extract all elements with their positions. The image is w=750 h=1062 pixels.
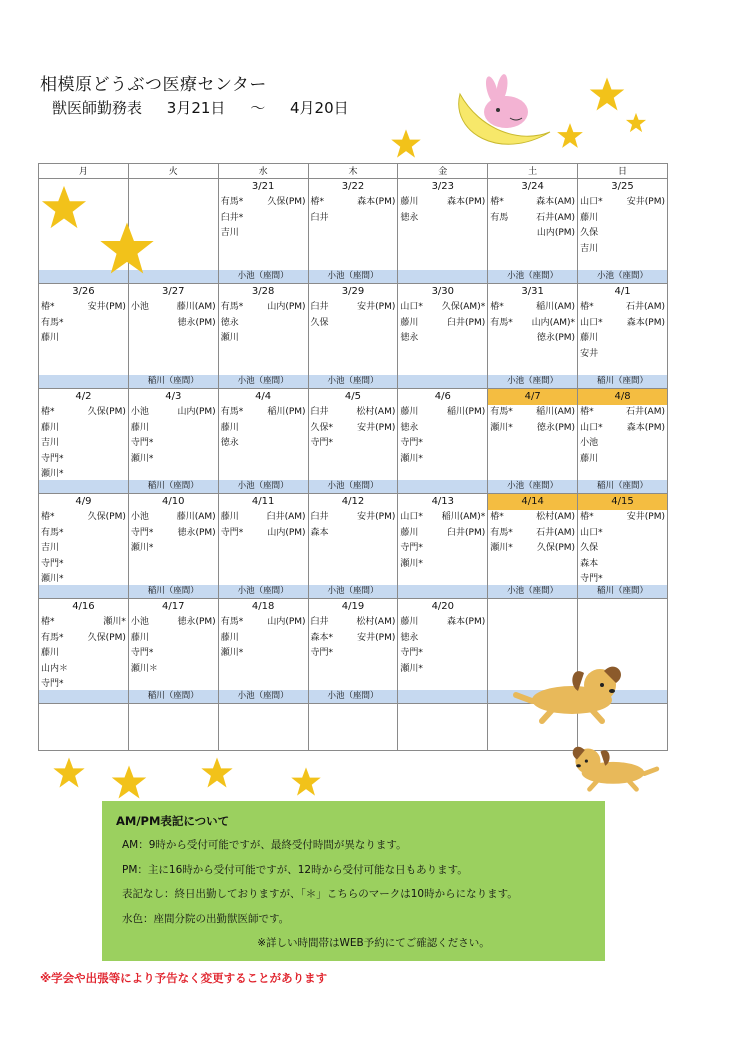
zama-branch-vet: 小池（座間） bbox=[219, 375, 308, 388]
day-cell bbox=[488, 494, 578, 599]
vet-name: 有馬* bbox=[220, 617, 244, 627]
day-date: 4/20 bbox=[431, 601, 455, 612]
day-date: 4/14 bbox=[488, 494, 577, 510]
legend-note: ※詳しい時間帯はWEB予約にてご確認ください。 bbox=[257, 937, 490, 949]
vet-name: 石井(AM) bbox=[536, 527, 576, 538]
vet-name: 石井(AM) bbox=[626, 302, 665, 312]
vet-name: 藤川 bbox=[41, 333, 60, 343]
page-title: 相模原どうぶつ医療センター bbox=[40, 75, 267, 95]
vet-name: 椿* bbox=[490, 512, 504, 522]
vet-name: 藤川 bbox=[220, 512, 239, 522]
vet-name: 臼井(PM) bbox=[447, 527, 486, 538]
legend-heading: AM/PM表記について bbox=[116, 814, 230, 828]
day-cell bbox=[398, 599, 488, 704]
vet-name: 藤川 bbox=[41, 422, 60, 433]
vet-name: 石井(AM) bbox=[536, 212, 576, 223]
day-date: 3/28 bbox=[251, 286, 275, 297]
vet-name: 小池 bbox=[580, 438, 599, 448]
weekday-header: 金 bbox=[398, 164, 488, 179]
star-icon bbox=[290, 766, 322, 797]
star-icon bbox=[556, 122, 584, 149]
weekday-header: 木 bbox=[308, 164, 398, 179]
vet-name: 藤川 bbox=[220, 632, 239, 643]
star-icon bbox=[200, 756, 234, 789]
star-icon bbox=[98, 220, 156, 276]
vet-name: 臼井(AM) bbox=[266, 512, 306, 522]
vet-name: 稲川(PM) bbox=[267, 407, 306, 417]
vet-name: 藤川 bbox=[580, 333, 599, 343]
legend-pm: PM：主に16時から受付可能ですが、12時から受付可能な日もあります。 bbox=[122, 863, 468, 876]
vet-name: 藤川 bbox=[400, 527, 419, 538]
day-date: 4/4 bbox=[255, 391, 272, 402]
vet-name: 藤川 bbox=[130, 632, 149, 643]
vet-name: 寺門* bbox=[130, 438, 154, 448]
day-date bbox=[488, 599, 577, 615]
vet-name: 寺門* bbox=[130, 527, 154, 538]
day-date: 4/9 bbox=[75, 496, 92, 507]
day-cell bbox=[308, 389, 398, 494]
zama-branch-vet: 小池（座間） bbox=[309, 480, 398, 493]
vet-name: 寺門* bbox=[400, 648, 423, 658]
day-cell bbox=[578, 389, 668, 494]
day-cell bbox=[308, 284, 398, 389]
day-date: 3/24 bbox=[521, 181, 544, 192]
day-cell bbox=[218, 179, 308, 284]
star-icon bbox=[588, 76, 626, 112]
weekday-header: 日 bbox=[578, 164, 668, 179]
ampm-legend-box bbox=[102, 801, 605, 961]
day-date bbox=[578, 599, 667, 615]
vet-name: 山内(PM) bbox=[177, 407, 216, 417]
vet-name: 瀬川* bbox=[103, 617, 126, 627]
day-cell bbox=[39, 389, 129, 494]
vet-name: 瀬川* bbox=[220, 648, 244, 658]
vet-name: 山口* bbox=[580, 317, 603, 328]
vet-name: 寺門* bbox=[580, 574, 603, 584]
vet-name: 有馬* bbox=[41, 632, 64, 643]
day-cell bbox=[39, 284, 129, 389]
vet-name: 寺門* bbox=[41, 679, 64, 689]
zama-branch-vet: 稲川（座間） bbox=[129, 585, 218, 598]
vet-name: 徳永 bbox=[400, 632, 419, 643]
day-date: 3/27 bbox=[162, 286, 185, 297]
zama-branch-vet: 小池（座間） bbox=[219, 690, 308, 703]
vet-name: 椿* bbox=[580, 407, 594, 417]
vet-name: 徳永(PM) bbox=[177, 617, 216, 627]
vet-name: 徳永 bbox=[220, 438, 239, 448]
day-date: 4/7 bbox=[488, 389, 577, 405]
star-icon bbox=[390, 128, 422, 159]
moon-bunny-illustration bbox=[440, 72, 560, 162]
day-date: 4/15 bbox=[578, 494, 667, 510]
vet-name: 山口* bbox=[580, 527, 603, 538]
vet-name: 有馬* bbox=[41, 527, 64, 538]
vet-name: 徳永 bbox=[400, 422, 419, 433]
vet-name: 有馬* bbox=[220, 407, 244, 417]
vet-name: 森本* bbox=[310, 632, 334, 643]
vet-name: 椿* bbox=[41, 617, 55, 627]
vet-name: 椿* bbox=[490, 302, 504, 312]
vet-name: 徳永(PM) bbox=[177, 527, 216, 538]
day-cell bbox=[398, 494, 488, 599]
vet-name: 吉川 bbox=[580, 243, 599, 254]
zama-branch-vet: 小池（座間） bbox=[219, 270, 308, 283]
legend-am: AM：9時から受付可能ですが、最終受付時間が異なります。 bbox=[122, 839, 407, 851]
vet-name: 寺門* bbox=[220, 527, 244, 538]
vet-name: 藤川 bbox=[41, 648, 60, 658]
empty-cell bbox=[398, 704, 488, 751]
vet-name: 森本(PM) bbox=[447, 617, 486, 627]
vet-name: 寺門* bbox=[310, 648, 334, 658]
star-icon bbox=[625, 112, 647, 133]
day-date: 4/3 bbox=[165, 391, 182, 402]
zama-branch-vet: 稲川（座間） bbox=[578, 375, 667, 388]
vet-name: 森本(AM) bbox=[536, 197, 576, 207]
vet-name: 瀬川* bbox=[130, 543, 154, 553]
vet-name: 安井(PM) bbox=[357, 512, 396, 522]
zama-branch-vet bbox=[398, 585, 487, 598]
day-cell bbox=[218, 494, 308, 599]
vet-name: 有馬* bbox=[220, 197, 244, 207]
vet-name: 臼井 bbox=[310, 302, 329, 312]
zama-branch-vet: 小池（座間） bbox=[578, 270, 667, 283]
vet-name: 山内(AM)* bbox=[531, 317, 576, 328]
vet-name: 瀬川* bbox=[41, 574, 64, 584]
schedule-subtitle bbox=[52, 97, 367, 118]
vet-name: 安井(PM) bbox=[87, 302, 126, 312]
vet-name: 安井 bbox=[580, 348, 599, 359]
vet-name: 瀬川* bbox=[400, 663, 423, 674]
vet-name: 藤川 bbox=[580, 453, 599, 464]
vet-name: 瀬川* bbox=[41, 469, 64, 479]
vet-name: 臼井 bbox=[310, 212, 329, 223]
legend-none: 表記なし：終日出勤しておりますが、「＊」こちらのマークは10時からになります。 bbox=[122, 888, 518, 900]
day-cell bbox=[128, 599, 218, 704]
vet-name: 臼井(PM) bbox=[447, 317, 486, 328]
vet-name: 有馬 bbox=[490, 212, 509, 223]
vet-name: 臼井 bbox=[310, 512, 329, 522]
vet-name: 徳永 bbox=[400, 333, 419, 343]
vet-name: 稲川(AM) bbox=[536, 302, 576, 312]
vet-name: 久保(PM) bbox=[536, 543, 576, 553]
vet-name: 松村(AM) bbox=[356, 617, 396, 627]
vet-name: 久保 bbox=[580, 228, 599, 238]
vet-name: 寺門* bbox=[310, 438, 334, 448]
vet-name: 椿* bbox=[310, 197, 325, 207]
vet-name: 藤川(AM) bbox=[176, 512, 216, 522]
schedule-label: 獣医師勤務表 bbox=[52, 99, 143, 117]
empty-cell bbox=[39, 704, 129, 751]
day-date: 4/18 bbox=[251, 601, 275, 612]
day-cell bbox=[308, 494, 398, 599]
zama-branch-vet bbox=[398, 270, 487, 283]
day-cell bbox=[578, 284, 668, 389]
vet-name: 山内＊ bbox=[41, 663, 69, 674]
dog-illustration bbox=[512, 655, 632, 725]
empty-cell bbox=[128, 704, 218, 751]
zama-branch-vet: 小池（座間） bbox=[488, 270, 577, 283]
vet-name: 椿* bbox=[580, 512, 594, 522]
vet-name: 椿* bbox=[41, 407, 55, 417]
vet-name: 安井(PM) bbox=[357, 632, 396, 643]
vet-name: 徳永 bbox=[220, 317, 239, 328]
vet-name: 有馬* bbox=[41, 317, 64, 328]
vet-name: 石井(AM) bbox=[626, 407, 665, 417]
day-date: 4/17 bbox=[162, 601, 185, 612]
weekday-header: 土 bbox=[488, 164, 578, 179]
vet-name: 安井(PM) bbox=[626, 512, 665, 522]
zama-branch-vet: 小池（座間） bbox=[488, 585, 577, 598]
zama-branch-vet: 稲川（座間） bbox=[129, 375, 218, 388]
vet-name: 臼井 bbox=[310, 407, 329, 417]
vet-name: 安井(PM) bbox=[357, 422, 396, 433]
zama-branch-vet bbox=[398, 480, 487, 493]
vet-name: 寺門* bbox=[130, 648, 154, 658]
vet-name: 小池 bbox=[130, 617, 149, 627]
vet-name: 瀬川 bbox=[220, 333, 239, 343]
day-date: 3/25 bbox=[611, 181, 634, 192]
vet-name: 安井(PM) bbox=[357, 302, 396, 312]
vet-name: 山内(PM) bbox=[536, 228, 576, 238]
date-to: 4月20日 bbox=[290, 99, 349, 117]
vet-name: 森本 bbox=[310, 527, 329, 538]
vet-name: 松村(AM) bbox=[536, 512, 576, 522]
vet-name: 久保(PM) bbox=[87, 407, 126, 417]
zama-branch-vet: 小池（座間） bbox=[219, 585, 308, 598]
vet-name: 森本(PM) bbox=[357, 197, 396, 207]
vet-name: 久保 bbox=[580, 543, 599, 553]
zama-branch-vet: 稲川（座間） bbox=[578, 585, 667, 598]
vet-name: 山口* bbox=[580, 422, 603, 433]
day-date: 4/19 bbox=[341, 601, 365, 612]
day-date: 3/31 bbox=[521, 286, 544, 297]
dog-illustration bbox=[566, 736, 660, 794]
day-date: 3/23 bbox=[431, 181, 455, 192]
vet-name: 有馬* bbox=[220, 302, 244, 312]
vet-name: 徳永(PM) bbox=[536, 333, 576, 343]
vet-name: 森本(PM) bbox=[626, 422, 665, 433]
day-cell bbox=[398, 284, 488, 389]
vet-name: 有馬* bbox=[490, 317, 513, 328]
star-icon bbox=[52, 756, 86, 789]
vet-name: 臼井 bbox=[310, 617, 329, 627]
vet-name: 小池 bbox=[130, 407, 149, 417]
day-cell bbox=[39, 599, 129, 704]
vet-name: 藤川 bbox=[400, 407, 419, 417]
vet-name: 安井(PM) bbox=[626, 197, 665, 207]
vet-name: 山口* bbox=[400, 302, 423, 312]
vet-name: 瀬川＊ bbox=[130, 663, 158, 674]
vet-name: 瀬川* bbox=[400, 453, 423, 464]
vet-name: 寺門* bbox=[400, 438, 423, 448]
day-date: 4/11 bbox=[251, 496, 275, 507]
day-date: 4/6 bbox=[434, 391, 451, 402]
vet-name: 瀬川* bbox=[490, 543, 513, 553]
zama-branch-vet: 小池（座間） bbox=[488, 375, 577, 388]
vet-name: 寺門* bbox=[41, 558, 64, 569]
vet-name: 久保 bbox=[310, 317, 329, 328]
vet-name: 稲川(AM)* bbox=[441, 512, 486, 522]
vet-name: 森本(PM) bbox=[626, 317, 665, 328]
vet-name: 椿* bbox=[580, 302, 594, 312]
day-cell bbox=[488, 179, 578, 284]
empty-cell bbox=[308, 704, 398, 751]
zama-branch-vet: 稲川（座間） bbox=[129, 480, 218, 493]
vet-name: 久保(PM) bbox=[267, 197, 306, 207]
day-date: 3/26 bbox=[72, 286, 95, 297]
vet-name: 森本(PM) bbox=[447, 197, 486, 207]
star-icon bbox=[110, 764, 148, 800]
day-cell bbox=[398, 179, 488, 284]
day-date: 4/8 bbox=[578, 389, 667, 405]
weekday-header: 月 bbox=[39, 164, 129, 179]
star-icon bbox=[40, 184, 88, 230]
day-cell bbox=[128, 494, 218, 599]
weekday-header: 水 bbox=[218, 164, 308, 179]
day-date: 4/16 bbox=[72, 601, 95, 612]
vet-name: 藤川 bbox=[130, 422, 149, 433]
zama-branch-vet: 小池（座間） bbox=[309, 585, 398, 598]
vet-name: 瀬川* bbox=[130, 453, 154, 464]
day-date bbox=[129, 179, 218, 195]
vet-name: 山口* bbox=[400, 512, 423, 522]
vet-name: 吉川 bbox=[220, 228, 239, 238]
day-date: 3/30 bbox=[431, 286, 455, 297]
vet-name: 小池 bbox=[130, 302, 149, 312]
vet-name: 森本 bbox=[580, 558, 599, 569]
day-date: 4/13 bbox=[431, 496, 455, 507]
day-date: 4/1 bbox=[614, 286, 631, 297]
day-date: 3/22 bbox=[341, 181, 365, 192]
legend-blue: 水色：座間分院の出勤獣医師です。 bbox=[122, 912, 290, 925]
day-cell bbox=[308, 599, 398, 704]
zama-branch-vet: 小池（座間） bbox=[219, 480, 308, 493]
date-from: 3月21日 bbox=[166, 99, 226, 117]
vet-name: 寺門* bbox=[41, 453, 64, 464]
vet-name: 久保(AM)* bbox=[441, 302, 486, 312]
vet-name: 藤川(AM) bbox=[176, 302, 216, 312]
zama-branch-vet: 稲川（座間） bbox=[129, 690, 218, 703]
zama-branch-vet: 小池（座間） bbox=[309, 690, 398, 703]
vet-name: 山内(PM) bbox=[267, 527, 306, 538]
zama-branch-vet: 小池（座間） bbox=[309, 375, 398, 388]
day-cell bbox=[308, 179, 398, 284]
vet-name: 徳永(PM) bbox=[536, 422, 576, 433]
vet-name: 山内(PM) bbox=[267, 617, 306, 627]
vet-name: 山口* bbox=[580, 197, 603, 207]
zama-branch-vet bbox=[39, 375, 128, 388]
day-cell bbox=[128, 284, 218, 389]
zama-branch-vet: 稲川（座間） bbox=[578, 480, 667, 493]
vet-name: 吉川 bbox=[41, 543, 60, 553]
vet-name: 椿* bbox=[41, 302, 55, 312]
vet-name: 椿* bbox=[41, 512, 55, 522]
zama-branch-vet bbox=[398, 375, 487, 388]
day-cell bbox=[218, 284, 308, 389]
day-cell bbox=[218, 389, 308, 494]
day-date: 4/12 bbox=[341, 496, 365, 507]
vet-name: 藤川 bbox=[580, 212, 599, 223]
day-cell bbox=[218, 599, 308, 704]
vet-name: 山内(PM) bbox=[267, 302, 306, 312]
vet-name: 久保(PM) bbox=[87, 512, 126, 522]
vet-name: 徳永 bbox=[400, 212, 419, 223]
vet-name: 寺門* bbox=[400, 543, 423, 553]
vet-name: 藤川 bbox=[400, 617, 419, 627]
day-cell bbox=[128, 389, 218, 494]
vet-name: 有馬* bbox=[490, 407, 513, 417]
vet-name: 小池 bbox=[130, 512, 149, 522]
vet-name: 瀬川* bbox=[400, 558, 423, 569]
vet-name: 稲川(PM) bbox=[447, 407, 486, 417]
vet-name: 松村(AM) bbox=[356, 407, 396, 417]
vet-name: 藤川 bbox=[220, 422, 239, 433]
date-tilde: ～ bbox=[250, 99, 266, 117]
day-date: 4/10 bbox=[162, 496, 185, 507]
day-cell bbox=[488, 284, 578, 389]
vet-name: 臼井* bbox=[220, 212, 244, 223]
vet-name: 瀬川* bbox=[490, 422, 513, 433]
day-date: 4/2 bbox=[75, 391, 92, 402]
vet-name: 藤川 bbox=[400, 197, 419, 207]
vet-name: 久保(PM) bbox=[87, 632, 126, 643]
day-cell bbox=[578, 179, 668, 284]
vet-name: 吉川 bbox=[41, 438, 60, 448]
day-date: 4/5 bbox=[344, 391, 361, 402]
vet-name: 有馬* bbox=[490, 527, 513, 538]
day-cell bbox=[488, 389, 578, 494]
weekday-header: 火 bbox=[128, 164, 218, 179]
vet-name: 徳永(PM) bbox=[177, 317, 216, 328]
day-cell bbox=[398, 389, 488, 494]
zama-branch-vet: 小池（座間） bbox=[309, 270, 398, 283]
vet-name: 久保* bbox=[310, 422, 334, 433]
vet-name: 稲川(AM) bbox=[536, 407, 576, 417]
vet-name: 藤川 bbox=[400, 317, 419, 328]
vet-name: 椿* bbox=[490, 197, 504, 207]
day-date: 3/21 bbox=[251, 181, 275, 192]
day-cell bbox=[39, 494, 129, 599]
change-warning: ※学会や出張等により予告なく変更することがあります bbox=[40, 971, 328, 985]
day-date: 3/29 bbox=[341, 286, 365, 297]
empty-cell bbox=[218, 704, 308, 751]
zama-branch-vet bbox=[398, 690, 487, 703]
day-cell bbox=[578, 494, 668, 599]
zama-branch-vet: 小池（座間） bbox=[488, 480, 577, 493]
